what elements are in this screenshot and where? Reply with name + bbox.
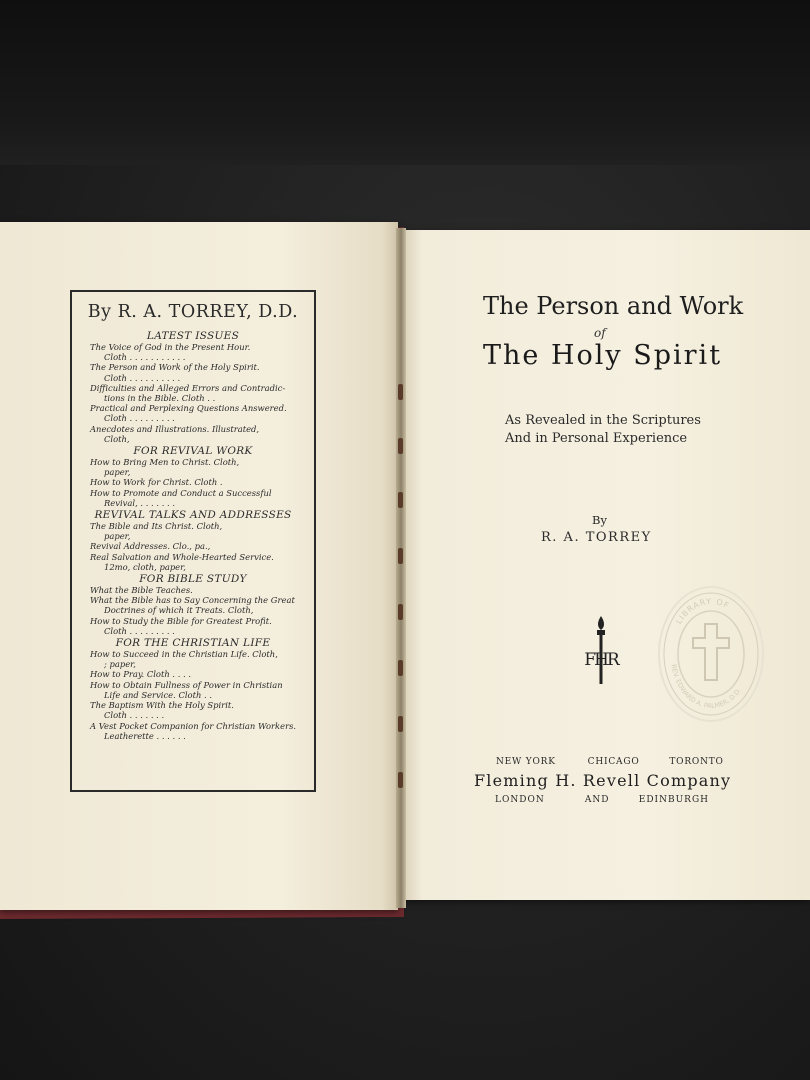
ad-book-line: Cloth,: [104, 433, 130, 444]
publisher-name: Fleming H. Revell Company: [474, 771, 732, 790]
book-title-of: of: [594, 326, 606, 340]
book-title-line2: The Holy Spirit: [483, 340, 723, 371]
book-subtitle: [505, 412, 701, 448]
ad-book-line: Real Salvation and Whole-Hearted Service.: [90, 551, 274, 562]
ad-heading: By R. A. TORREY, D.D.: [87, 302, 299, 322]
ad-book-line: Cloth . . . . . . . . .: [104, 625, 175, 636]
by-label: By: [592, 513, 607, 527]
ad-book-line: Revival Addresses. Clo., pa.,: [90, 541, 211, 552]
ad-book-line: How to Obtain Fullness of Power in Christian: [90, 679, 283, 690]
binding-stitch: [398, 716, 403, 732]
publisher-logo-icon: [576, 614, 626, 688]
ad-book-line: Practical and Perplexing Questions Answered.: [90, 403, 287, 414]
binding-stitch: [398, 772, 403, 788]
stamp-top-text: LIBRARY OF: [674, 596, 731, 626]
ad-book-line: A Vest Pocket Companion for Christian Workers.: [90, 720, 297, 731]
binding-stitch: [398, 548, 403, 564]
svg-text:LIBRARY OF: [674, 597, 731, 626]
ad-book-line: What the Bible Teaches.: [90, 585, 193, 596]
ad-section-title: FOR BIBLE STUDY: [139, 573, 247, 586]
ad-book-line: Revival, . . . . . . .: [104, 497, 176, 508]
city-edinburgh: EDINBURGH: [638, 795, 709, 805]
book-gutter: [396, 228, 406, 908]
ad-book-line: The Baptism With the Holy Spirit.: [90, 700, 234, 711]
ad-book-line: How to Bring Men to Christ. Cloth,: [90, 457, 240, 468]
ad-book-line: paper,: [104, 531, 131, 542]
ad-book-line: How to Succeed in the Christian Life. Cloth,: [90, 649, 278, 660]
city-new-york: NEW YORK: [496, 757, 556, 767]
ad-section-title: LATEST ISSUES: [146, 330, 240, 342]
city-london: LONDON: [495, 795, 545, 805]
binding-stitch: [398, 492, 403, 508]
ad-book-line: Cloth . . . . . . . . . . .: [104, 352, 186, 363]
binding-stitch: [398, 660, 403, 676]
stamp-bottom-text: REV. EDWARD A. PALMER, D.D.: [669, 663, 743, 711]
subtitle-line2: And in Personal Experience: [505, 431, 688, 446]
publisher-cities-top: [496, 757, 724, 767]
ad-book-line: The Person and Work of the Holy Spirit.: [90, 362, 260, 373]
ad-book-line: How to Pray. Cloth . . . .: [90, 669, 192, 680]
ad-book-line: Cloth . . . . . . . . .: [104, 413, 175, 424]
svg-text:FHR: FHR: [584, 650, 618, 670]
ad-book-line: Cloth . . . . . . .: [104, 710, 165, 721]
publisher-ad-box: [70, 290, 316, 792]
background-top: [0, 0, 810, 175]
ad-section-title: FOR REVIVAL WORK: [133, 445, 253, 458]
ad-sections: [90, 330, 306, 741]
ad-book-line: The Bible and Its Christ. Cloth,: [90, 521, 223, 532]
binding-stitch: [398, 438, 403, 454]
author-name: R. A. TORREY: [541, 530, 652, 545]
ad-book-line: Doctrines of which it Treats. Cloth,: [104, 605, 254, 616]
ad-book-line: Leatherette . . . . . .: [104, 730, 186, 741]
ad-book-line: The Voice of God in the Present Hour.: [90, 342, 251, 352]
ad-book-line: paper,: [104, 467, 131, 478]
book-title-line1: The Person and Work: [483, 292, 744, 320]
ad-book-line: tions in the Bible. Cloth . .: [104, 393, 216, 404]
ad-book-line: Cloth . . . . . . . . . .: [104, 372, 181, 383]
ad-section-title: FOR THE CHRISTIAN LIFE: [115, 637, 271, 650]
binding-stitch: [398, 384, 403, 400]
library-emboss-stamp-icon: [657, 584, 765, 724]
ad-book-line: How to Promote and Conduct a Successful: [90, 487, 272, 498]
ad-book-line: ; paper,: [104, 659, 136, 670]
cities-and: AND: [584, 795, 610, 805]
ad-book-line: How to Work for Christ. Cloth .: [90, 477, 223, 488]
ad-section-title: REVIVAL TALKS AND ADDRESSES: [94, 509, 292, 522]
ad-book-line: What the Bible has to Say Concerning the Great: [90, 595, 295, 606]
subtitle-line1: As Revealed in the Scriptures: [505, 413, 701, 428]
ad-book-line: How to Study the Bible for Greatest Profit.: [90, 615, 272, 626]
city-toronto: TORONTO: [669, 757, 724, 767]
city-chicago: CHICAGO: [587, 757, 640, 767]
binding-stitch: [398, 604, 403, 620]
ad-book-line: Life and Service. Cloth . .: [104, 689, 212, 700]
ad-book-line: Anecdotes and Illustrations. Illustrated,: [90, 423, 260, 434]
ad-book-line: Difficulties and Alleged Errors and Contradic-: [90, 382, 286, 393]
publisher-cities-bottom: [495, 795, 709, 805]
ad-book-line: 12mo, cloth, paper,: [104, 561, 186, 572]
